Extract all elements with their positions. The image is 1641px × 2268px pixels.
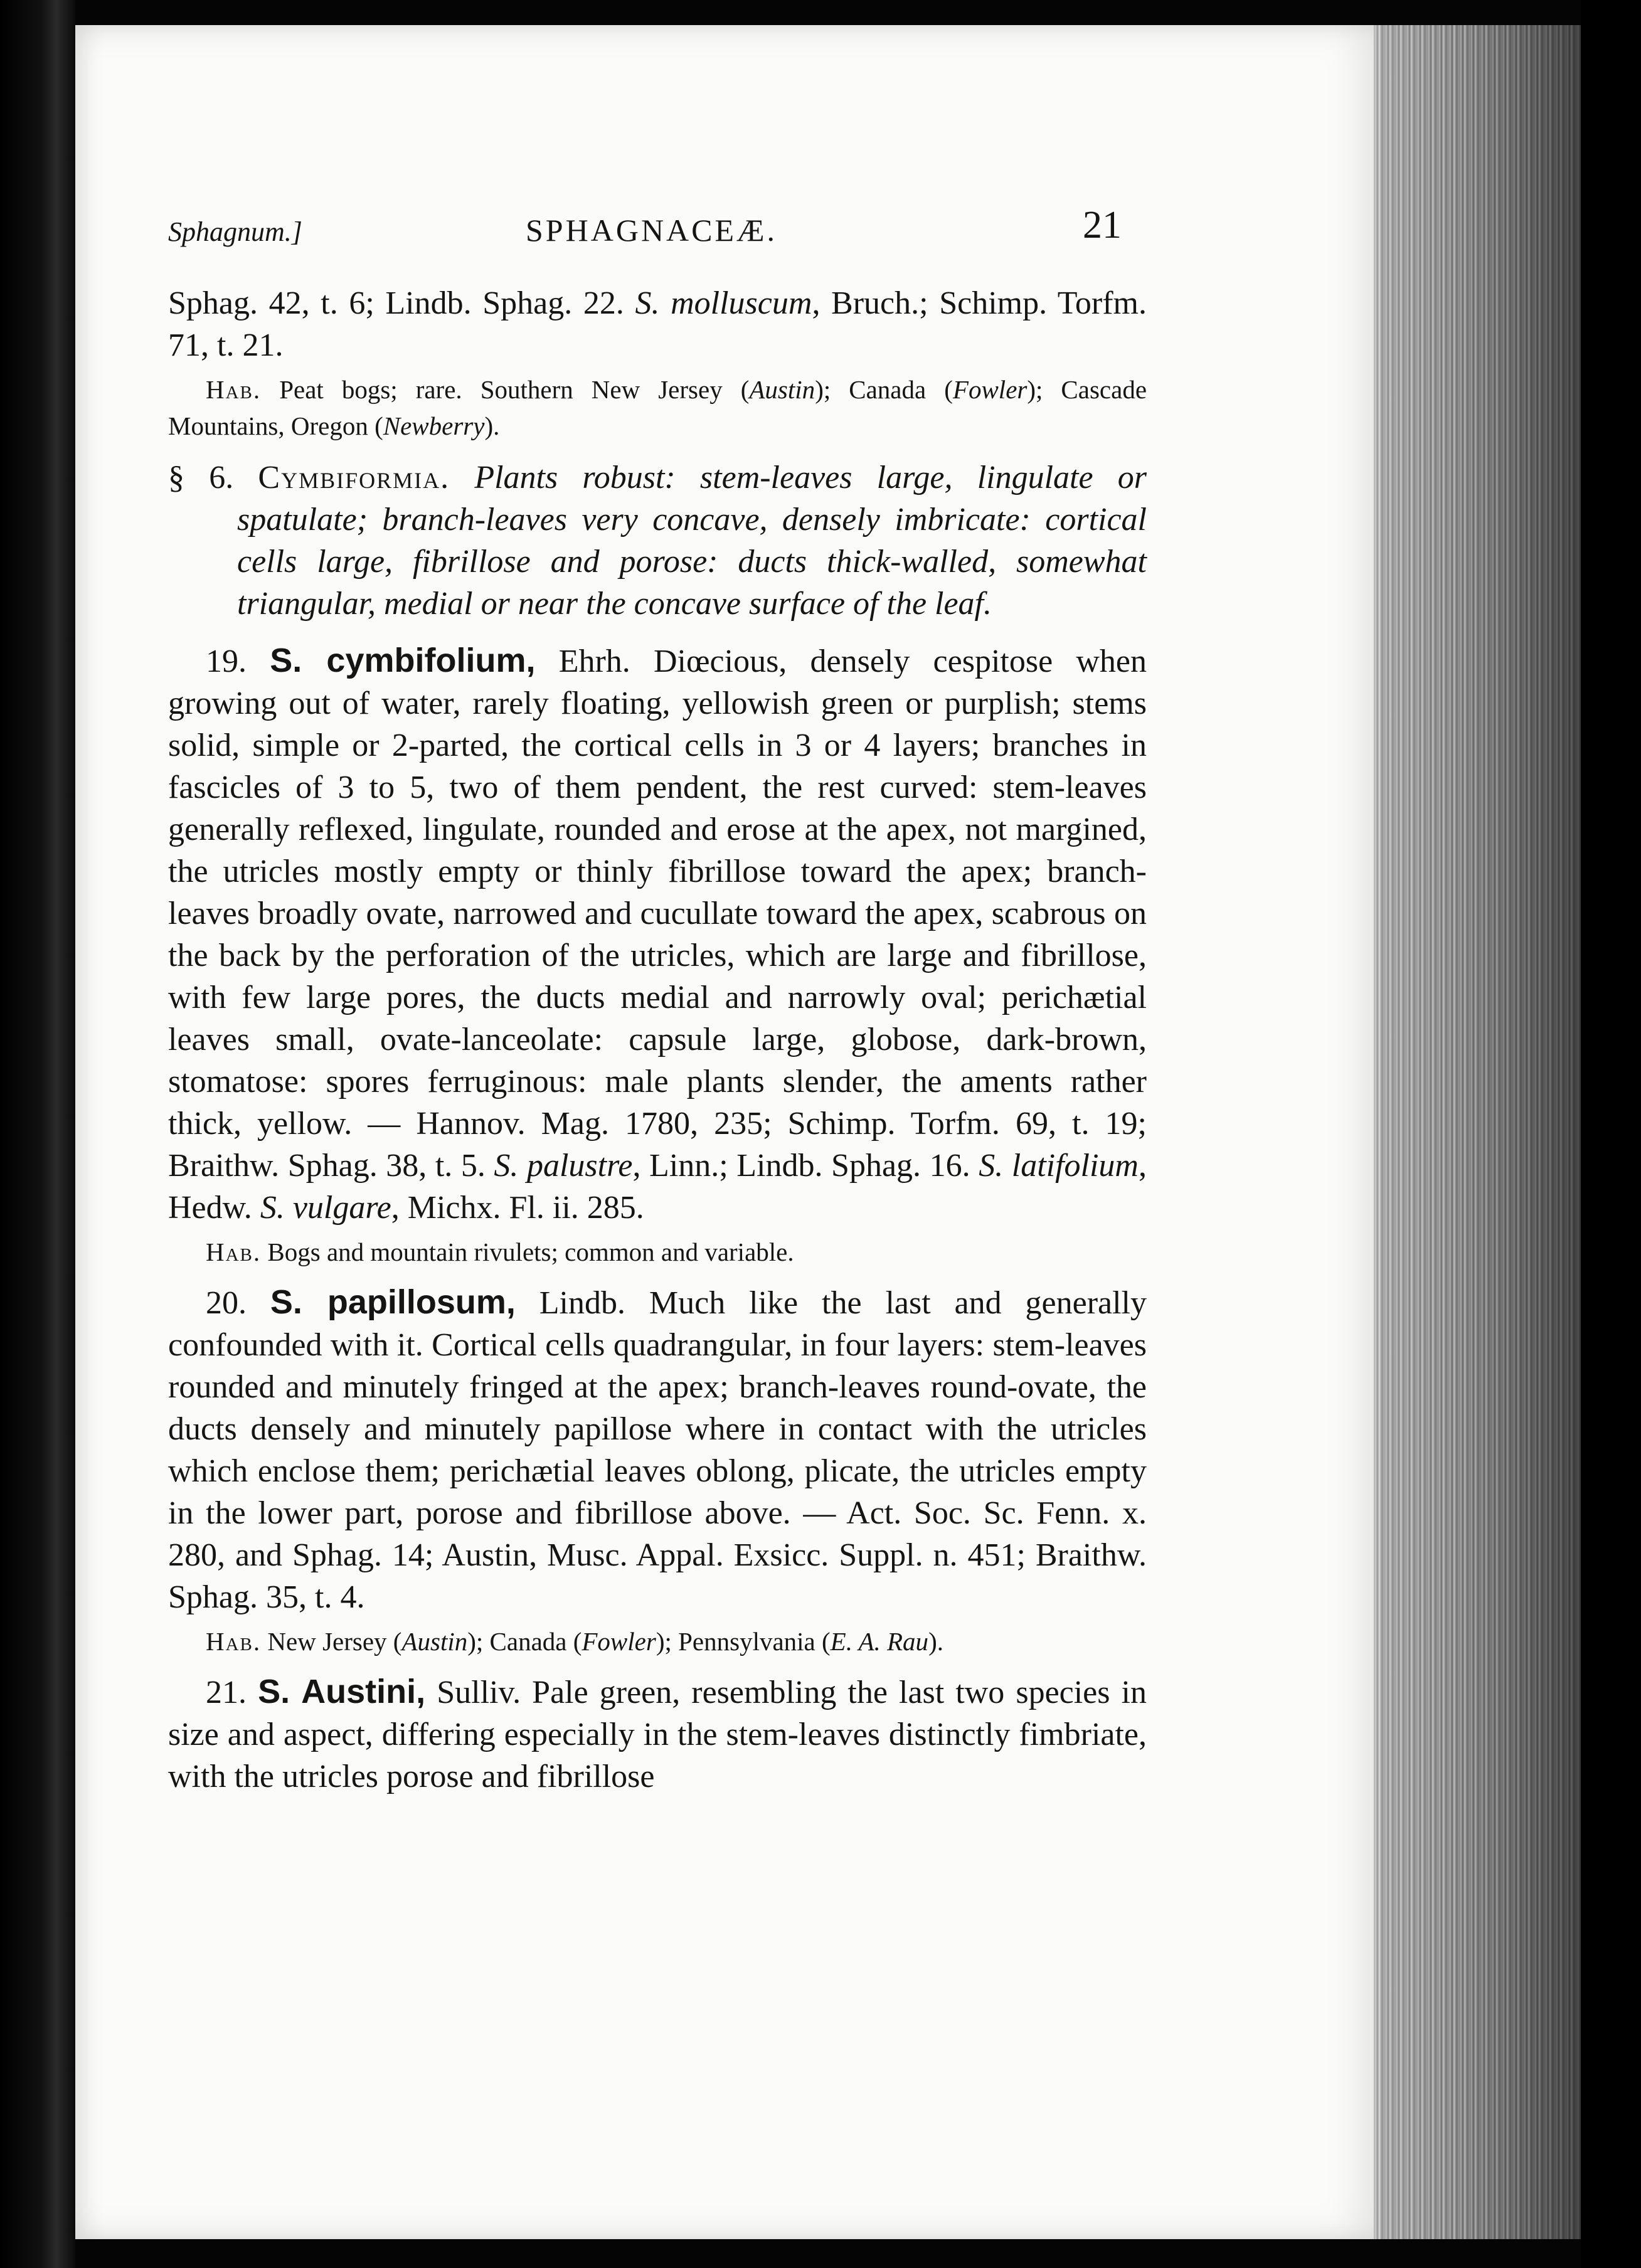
background-right [1581,0,1641,2268]
habitat-label: Hab. [206,375,262,404]
synonym: S. palustre [494,1148,633,1184]
page-fore-edge [1374,25,1581,2239]
habitat-note: Hab. Bogs and mountain rivulets; common and variable. [206,1237,794,1266]
section-description: Plants robust: stem-leaves large, lingulate or spatulate; branch-leaves very concave, densely imbricate: cortical cells large, fibrillose and porose: ducts thick-walled, somewhat triangular, medial or near the concave surface of the leaf. [237,460,1147,622]
section-name: Cymbiformia. [258,460,450,495]
species-authority: Ehrh. [558,644,630,679]
section-number: § 6. [168,460,234,495]
continued-citation: Sphag. 42, t. 6; Lindb. Sphag. 22. S. molluscum, Bruch.; Schimp. Torfm. 71, t. 21. [168,285,1147,363]
species-number: 19. [206,644,247,679]
species-description: Much like the last and generally confounded with it. Cortical cells quadrangular, in four layers: stem-leaves rounded and minutely fringed at the apex; branch-leaves round-ovate, the ducts densely and minutely papillose where in contact with the utricles which enclose them; perichætial leaves oblong, plicate, the utricles empty in the lower part, porose and fibrillose above. — Act. Soc. Sc. Fenn. x. 280, and Sphag. 14; Austin, Musc. Appal. Exsicc. Suppl. n. 451; Braithw. Sphag. 35, t. 4. [168,1285,1147,1615]
synonym: S. vulgare [260,1190,391,1226]
species-entry: 19. S. cymbifolium, Ehrh. Diœcious, densely cespitose when growing out of water, rarely floating, yellowish green or purplish; stems solid, simple or 2-parted, the cortical cells in 3 or 4 layers; branches in fascicles of 3 to 5, two of them pendent, the rest curved: stem-leaves generally reflexed, lingulate, rounded and erose at the apex, not margined, the utricles mostly empty or thinly fibrillose toward the apex; branch-leaves broadly ovate, narrowed and cucullate toward the apex, scabrous on the back by the perforation of the utricles, which are large and fibrillose, with few large pores, the ducts medial and narrowly oval; perichætial leaves small, ovate-lanceolate: capsule large, globose, dark-brown, stomatose: spores ferruginous: male plants slender, the aments rather thick, yellow. — Hannov. Mag. 1780, 235; Schimp. Torfm. 69, t. 19; Braithw. Sphag. 38, t. 5. S. palustre, Linn.; Lindb. Sphag. 16. S. latifolium, Hedw. S. vulgare, Michx. Fl. ii. 285. [168,642,1147,1226]
species-authority: Sulliv. [437,1675,521,1710]
species-description: Pale green, resembling the last two species in size and aspect, differing especially in the stem-leaves distinctly fimbriate, with the utricles porose and fibrillose [168,1675,1147,1794]
page-number: 21 [1083,204,1122,246]
species-name: S. papillosum, [270,1283,516,1321]
synonym: S. molluscum [635,285,812,321]
species-entry [168,1281,1147,1618]
species-entry [168,1671,1147,1798]
synonym: S. latifolium [979,1148,1139,1184]
species-authority: Lindb. [539,1285,625,1321]
species-name: S. cymbifolium, [270,642,536,679]
running-head-family: SPHAGNACEÆ. [526,213,778,248]
page-body [168,282,1147,1798]
species-description: Diœcious, densely cespitose when growing out of water, rarely floating, yellowish green or purplish; stems solid, simple or 2-parted, the cortical cells in 3 or 4 layers; branches in fascicles of 3 to 5, two of them pendent, the rest curved: stem-leaves generally reflexed, lingulate, rounded and erose at the apex, not margined, the utricles mostly empty or thinly fibrillose toward the apex; branch-leaves broadly ovate, narrowed and cucullate toward the apex, scabrous on the back by the perforation of the utricles, which are large and fibrillose, with few large pores, the ducts medial and narrowly oval; perichætial leaves small, ovate-lanceolate: capsule large, globose, dark-brown, stomatose: spores ferruginous: male plants slender, the aments rather thick, yellow. — Hannov. Mag. 1780, 235; Schimp. Torfm. 69, t. 19; Braithw. Sphag. 38, t. 5. [168,644,1147,1184]
species-number: 20. [206,1285,247,1321]
habitat-label: Hab. [206,1627,262,1656]
section-heading [168,457,1147,625]
running-head [168,204,1122,257]
habitat-note: Hab. New Jersey (Austin); Canada (Fowler); Pennsylvania (E. A. Rau). [206,1627,943,1656]
species-name: S. Austini, [258,1673,426,1710]
habitat-note: Hab. Peat bogs; rare. Southern New Jersey (Austin); Canada (Fowler); Cascade Mountains, Oregon (Newberry). [168,375,1147,440]
habitat-label: Hab. [206,1237,262,1266]
species-number: 21. [206,1675,247,1710]
book-binding-left [0,0,75,2268]
running-head-genus: Sphagnum.] [168,216,302,247]
